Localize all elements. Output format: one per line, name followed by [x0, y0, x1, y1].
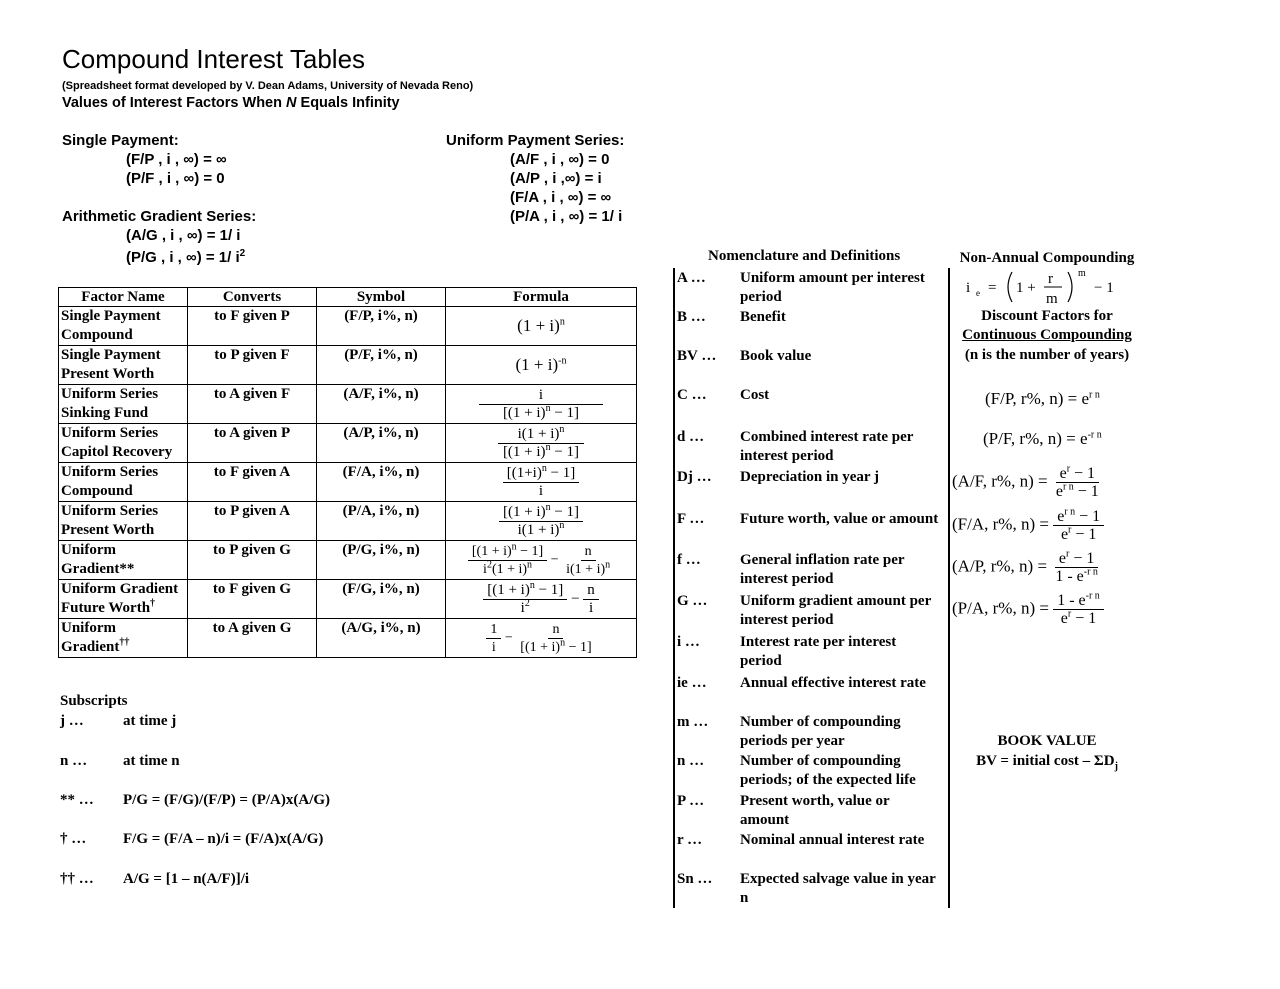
nomenclature-key: F … [677, 511, 705, 527]
nomenclature-value: Uniform amount per interest period [740, 270, 925, 305]
subtitle-prefix: Values of Interest Factors When [62, 95, 282, 111]
nomenclature-value: General inflation rate per interest period [740, 552, 905, 587]
factor-converts: to A given G [188, 619, 317, 658]
arith-gradient-heading: Arithmetic Gradient Series: [62, 208, 257, 225]
nomenclature-key: B … [677, 309, 706, 325]
continuous-pf: (P/F, r%, $n) = e^{-r n}$ [983, 429, 1102, 448]
continuous-fa-label: (F/A, r%, n) = [952, 514, 1049, 534]
continuous-fp-label: (F/P, r%, n) = e [985, 389, 1090, 408]
factor-symbol: (F/P, i%, n) [317, 307, 446, 346]
table-row [59, 424, 637, 463]
continuous-pf-label: (P/F, r%, n) = e [983, 429, 1088, 448]
factor-symbol: (F/G, i%, n) [317, 580, 446, 619]
formula-pf: $(1 + i)^{-n}$ [446, 346, 637, 385]
nomenclature-item [677, 510, 942, 550]
factor-name: Single Payment Present Worth [59, 346, 188, 385]
factor-name-cell [59, 580, 188, 619]
subscript-item [60, 713, 460, 733]
nomenclature-key: P … [677, 793, 705, 809]
book-value-formula: BV = initial cost – $\Sigma D_j$ [976, 753, 1118, 772]
subscript-key: n … [60, 753, 88, 769]
factor-converts: to F given G [188, 580, 317, 619]
factor-name: Uniform Series Present Worth [59, 502, 188, 541]
factor-name: Uniform Series Capitol Recovery [59, 424, 188, 463]
nomenclature-item [677, 870, 942, 910]
nomenclature-item [677, 674, 942, 714]
svg-text:− 1: − 1 [1094, 280, 1114, 296]
factor-symbol: (P/G, i%, n) [317, 541, 446, 580]
nomenclature-heading: Nomenclature and Definitions [708, 248, 901, 264]
svg-text:=: = [988, 280, 997, 296]
nomenclature-item [677, 592, 942, 632]
nomenclature-item [677, 347, 942, 387]
uniform-series-heading: Uniform Payment Series: [446, 132, 625, 149]
formula-fa: $\frac{[(1+i)^n - 1]}{i}$ [446, 463, 637, 502]
nomenclature-value: Benefit [740, 309, 786, 325]
formula-pa: $\frac{[(1 + i)^n - 1]}{i(1 + i)^n}$ [446, 502, 637, 541]
continuous-ap: (A/P, r%, n) = $\frac{e^r - 1}{1 - e^{-r n}}$ [952, 548, 1098, 585]
factor-converts: to P given A [188, 502, 317, 541]
arith-gradient-ag: (A/G , i , ∞) = 1/ i [126, 227, 241, 244]
subtitle [62, 95, 400, 111]
uniform-series-fa: (F/A , i , ∞) = ∞ [510, 189, 612, 206]
col-header-factor-name: Factor Name [59, 288, 188, 307]
nomenclature-key: f … [677, 552, 701, 568]
nomenclature-item [677, 269, 942, 309]
nomenclature-value: Depreciation in year j [740, 469, 880, 485]
formula-af: $\frac{i}{[(1 + i)^n - 1]}$ [446, 385, 637, 424]
single-payment-pf: (P/F , i , ∞) = 0 [126, 170, 225, 187]
uniform-series-af: (A/F , i , ∞) = 0 [510, 151, 610, 168]
formula-pg: $\frac{[(1 + i)^n - 1]}{i^2(1 + i)^n}$ − $\frac{n}{i(1 + i)^n}$ [446, 541, 637, 580]
subscript-item [60, 753, 460, 773]
nomenclature-key: Dj … [677, 469, 712, 485]
continuous-ap-label: (A/P, r%, n) = [952, 556, 1048, 576]
nomenclature-item [677, 792, 942, 832]
table-row [59, 580, 637, 619]
nomenclature-key: m … [677, 714, 709, 730]
credit-line: (Spreadsheet format developed by V. Dean Adams, University of Nevada Reno) [62, 80, 474, 92]
effective-rate-formula [960, 266, 1130, 308]
continuous-af: (A/F, r%, n) = $\frac{e^r - 1}{e^{r n} - 1}$ [952, 463, 1099, 500]
svg-text:r: r [1048, 271, 1053, 287]
arith-gradient-pg-text: (P/G , i , ∞) = 1/ i [126, 249, 240, 266]
factor-name: Uniform Gradient** [59, 541, 188, 580]
factor-symbol: (P/F, i%, n) [317, 346, 446, 385]
dagger-mark: † [150, 598, 156, 609]
nomenclature-key: i … [677, 634, 700, 650]
factor-name: Single Payment Compound [59, 307, 188, 346]
svg-text:1 +: 1 + [1016, 280, 1036, 296]
svg-text:e: e [976, 288, 980, 298]
factor-symbol: (P/A, i%, n) [317, 502, 446, 541]
continuous-af-label: (A/F, r%, n) = [952, 471, 1048, 491]
subtitle-suffix: Equals Infinity [300, 95, 400, 111]
page-title: Compound Interest Tables [62, 44, 366, 74]
nomenclature-item [677, 468, 942, 508]
nomenclature-key: d … [677, 429, 705, 445]
table-row [59, 385, 637, 424]
factor-converts: to F given A [188, 463, 317, 502]
svg-text:m: m [1078, 268, 1086, 279]
factor-name: Uniform Series Compound [59, 463, 188, 502]
discount-line1: Discount Factors for [981, 308, 1113, 324]
formula-fp: $(1 + i)^n$ [446, 307, 637, 346]
subscript-item [60, 831, 460, 851]
factor-symbol: (A/F, i%, n) [317, 385, 446, 424]
nomenclature-key: r … [677, 832, 703, 848]
table-row [59, 541, 637, 580]
nomenclature-value: Interest rate per interest period [740, 634, 897, 669]
discount-line3: (n is the number of years) [964, 347, 1130, 363]
subtitle-variable: N [286, 95, 297, 111]
subscript-key: †† … [60, 871, 94, 887]
formula-fg: $\frac{[(1 + i)^n - 1]}{i^2}$ − $\frac{n}{i}$ [446, 580, 637, 619]
nomenclature-item [677, 633, 942, 673]
formula-ag: $\frac{1}{i}$ − $\frac{n}{[(1 + i)^n - 1]}$ [446, 619, 637, 658]
factor-name-cell [59, 619, 188, 658]
svg-text:i: i [966, 280, 971, 296]
nomenclature-value: Number of compounding periods per year [740, 714, 901, 749]
nomenclature-value: Annual effective interest rate [740, 675, 926, 691]
nomenclature-value: Number of compounding periods; of the expected life [740, 753, 916, 788]
factor-converts: to F given P [188, 307, 317, 346]
nomenclature-value: Cost [740, 387, 770, 403]
nomenclature-value: Expected salvage value in year n [740, 871, 936, 906]
nomenclature-key: BV … [677, 348, 717, 364]
factor-symbol: (A/P, i%, n) [317, 424, 446, 463]
arith-gradient-pg: (P/G , i , ∞) = 1/ $i^2$ [126, 248, 246, 266]
non-annual-heading: Non-Annual Compounding [959, 250, 1135, 266]
nomenclature-item [677, 831, 942, 871]
subscripts-heading: Subscripts [60, 693, 128, 709]
factor-name: Uniform Series Sinking Fund [59, 385, 188, 424]
table-row [59, 619, 637, 658]
factor-name: Uniform Gradient [61, 620, 120, 655]
nomenclature-item [677, 386, 942, 426]
nomenclature-item [677, 428, 942, 468]
subscript-item [60, 792, 460, 812]
single-payment-fp: (F/P , i , ∞) = ∞ [126, 151, 227, 168]
dagger-mark: †† [119, 637, 130, 648]
nomenclature-key: Sn … [677, 871, 713, 887]
table-row [59, 502, 637, 541]
uniform-series-ap: (A/P , i ,∞) = i [510, 170, 602, 187]
subscript-value: P/G = (F/G)/(F/P) = (P/A)x(A/G) [123, 792, 331, 808]
subscript-value: at time n [123, 753, 180, 769]
book-value-formula-text: BV = initial cost – ΣD [976, 753, 1115, 769]
factor-converts: to A given F [188, 385, 317, 424]
nomenclature-value: Present worth, value or amount [740, 793, 890, 828]
table-row [59, 463, 637, 502]
nomenclature-value: Nominal annual interest rate [740, 832, 925, 848]
formula-ap: $\frac{i(1 + i)^n}{[(1 + i)^n - 1]}$ [446, 424, 637, 463]
nomenclature-key: A … [677, 270, 706, 286]
table-row [59, 307, 637, 346]
table-row [59, 346, 637, 385]
factor-converts: to A given P [188, 424, 317, 463]
subscript-value: at time j [123, 713, 177, 729]
continuous-pa-label: (P/A, r%, n) = [952, 598, 1049, 618]
subscript-key: † … [60, 831, 87, 847]
nomenclature-key: ie … [677, 675, 707, 691]
subscript-key: ** … [60, 792, 94, 808]
nomenclature-value: Future worth, value or amount [740, 511, 939, 527]
nomenclature-value: Uniform gradient amount per interest period [740, 593, 931, 628]
subscript-value: A/G = [1 – n(A/F)]/i [123, 871, 250, 887]
col-header-symbol: Symbol [317, 288, 446, 307]
factor-converts: to P given F [188, 346, 317, 385]
nomenclature-item [677, 752, 942, 792]
nomenclature-item [677, 308, 942, 348]
factor-symbol: (A/G, i%, n) [317, 619, 446, 658]
divider [948, 268, 950, 908]
nomenclature-item [677, 713, 942, 753]
continuous-pa: (P/A, r%, n) = $\frac{1 - e^{-r n}}{e^r - 1}$ [952, 592, 1104, 627]
subscript-key: j … [60, 713, 84, 729]
uniform-series-pa: (P/A , i , ∞) = 1/ i [510, 208, 623, 225]
nomenclature-item [677, 551, 942, 591]
col-header-converts: Converts [188, 288, 317, 307]
nomenclature-key: G … [677, 593, 708, 609]
discount-line2: Continuous Compounding [962, 327, 1132, 343]
nomenclature-key: C … [677, 387, 707, 403]
nomenclature-key: n … [677, 753, 705, 769]
continuous-fa: (F/A, r%, n) = $\frac{e^{r n} - 1}{e^r - 1}$ [952, 508, 1104, 543]
subscript-item [60, 871, 460, 891]
nomenclature-value: Book value [740, 348, 812, 364]
factor-table [58, 287, 637, 658]
col-header-formula: Formula [446, 288, 637, 307]
continuous-fp: (F/P, r%, $n) = e^{r n}$ [985, 389, 1100, 408]
single-payment-heading: Single Payment: [62, 132, 179, 149]
table-header-row [59, 288, 637, 307]
nomenclature-value: Combined interest rate per interest period [740, 429, 914, 464]
divider [673, 268, 675, 908]
book-value-heading: BOOK VALUE [997, 733, 1097, 749]
subscript-value: F/G = (F/A – n)/i = (F/A)x(A/G) [123, 831, 324, 847]
factor-symbol: (F/A, i%, n) [317, 463, 446, 502]
factor-converts: to P given G [188, 541, 317, 580]
factor-name: Uniform Gradient Future Worth [61, 581, 179, 616]
svg-text:m: m [1046, 291, 1058, 307]
